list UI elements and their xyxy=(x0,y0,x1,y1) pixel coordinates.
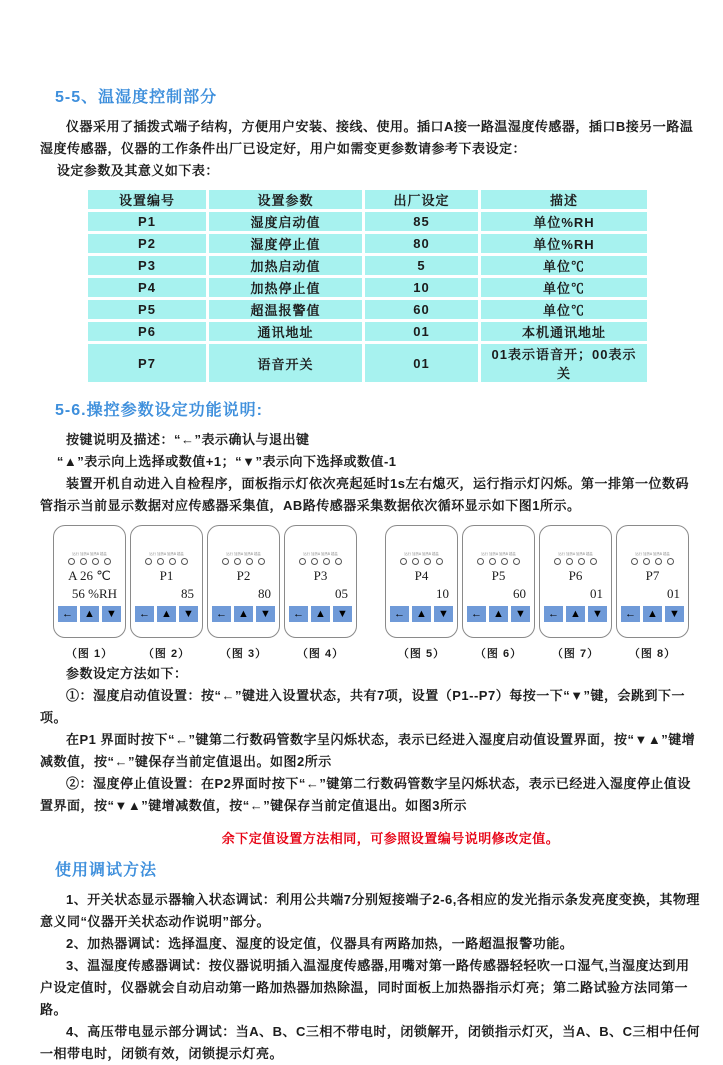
up-arrow-button: ▲ xyxy=(157,606,176,622)
method-step-2: ②：湿度停止值设置：在P2界面时按下“←”键第二行数码管数字呈闪烁状态，表示已经进入湿度停止值设置界面，按“▼▲”键增减数值，按“←”键保存当前定值退出。如图3所示 xyxy=(40,776,691,813)
indicator-labels: 运行 加热A 加热B 超温 xyxy=(303,551,338,556)
device-panel xyxy=(130,525,203,638)
display-line1: P6 xyxy=(568,568,583,583)
up-arrow-button: ▲ xyxy=(80,606,99,622)
cell-factory: 85 xyxy=(365,212,478,231)
led-icon xyxy=(68,558,75,565)
cell-desc: 单位℃ xyxy=(481,300,647,319)
down-arrow-button: ▼ xyxy=(434,606,453,622)
button-row xyxy=(386,606,457,622)
cell-number: P2 xyxy=(88,234,206,253)
up-arrow-button: ▲ xyxy=(412,606,431,622)
table-row xyxy=(88,278,647,297)
down-arrow-button: ▼ xyxy=(665,606,684,622)
button-row xyxy=(208,606,279,622)
cell-desc: 单位%RH xyxy=(481,212,647,231)
panel-figure-7 xyxy=(539,525,612,661)
table-row xyxy=(88,212,647,231)
indicator-leds xyxy=(54,558,125,565)
button-row xyxy=(540,606,611,622)
back-arrow-button: ← xyxy=(544,606,563,622)
table-row xyxy=(88,322,647,341)
up-arrow-button: ▲ xyxy=(234,606,253,622)
led-icon xyxy=(323,558,330,565)
cell-param: 语音开关 xyxy=(209,344,362,382)
led-icon xyxy=(104,558,111,565)
indicator-labels: 运行 加热A 加热B 超温 xyxy=(404,551,439,556)
cell-desc: 单位%RH xyxy=(481,234,647,253)
led-icon xyxy=(169,558,176,565)
led-icon xyxy=(513,558,520,565)
device-panel xyxy=(385,525,458,638)
cell-factory: 01 xyxy=(365,344,478,382)
display-line2: 01 xyxy=(667,586,680,601)
debug-item-2: 2、加热器调试：选择温度、湿度的设定值，仪器具有两路加热，一路超温报警功能。 xyxy=(66,936,574,951)
led-icon xyxy=(234,558,241,565)
down-arrow-button: ▼ xyxy=(333,606,352,622)
table-row xyxy=(88,344,647,382)
button-row xyxy=(54,606,125,622)
led-icon xyxy=(554,558,561,565)
usage-debug-heading: 使用调试方法 xyxy=(55,862,158,879)
cell-number: P1 xyxy=(88,212,206,231)
back-arrow-button: ← xyxy=(621,606,640,622)
up-arrow-button: ▲ xyxy=(311,606,330,622)
led-icon xyxy=(501,558,508,565)
key-description-line: “▲”表示向上选择或数值+1；“▼”表示向下选择或数值-1 xyxy=(56,454,397,469)
led-icon xyxy=(311,558,318,565)
method-step-1: ①：湿度启动值设置：按“←”键进入设置状态，共有7项，设置（P1--P7）每按一下“▼”键，会跳到下一项。 xyxy=(40,688,686,725)
display-line1: P7 xyxy=(645,568,660,583)
device-panel xyxy=(539,525,612,638)
figure-caption: （图 5） xyxy=(397,648,446,660)
panel-figure-3 xyxy=(207,525,280,661)
display-line1: P4 xyxy=(414,568,429,583)
down-arrow-button: ▼ xyxy=(588,606,607,622)
indicator-labels: 运行 加热A 加热B 超温 xyxy=(72,551,107,556)
cell-desc: 单位℃ xyxy=(481,278,647,297)
button-row xyxy=(131,606,202,622)
display-line1: A 26 ℃ xyxy=(68,568,111,583)
back-arrow-button: ← xyxy=(467,606,486,622)
button-row xyxy=(617,606,688,622)
up-arrow-button: ▲ xyxy=(566,606,585,622)
figure-caption: （图 4） xyxy=(296,648,345,660)
header-setting-param: 设置参数 xyxy=(209,190,362,209)
table-row xyxy=(88,300,647,319)
back-arrow-button: ← xyxy=(289,606,308,622)
button-row xyxy=(285,606,356,622)
led-icon xyxy=(424,558,431,565)
cell-number: P7 xyxy=(88,344,206,382)
figure-caption: （图 3） xyxy=(219,648,268,660)
display-line2: 60 xyxy=(513,586,526,601)
indicator-leds xyxy=(285,558,356,565)
header-factory-setting: 出厂设定 xyxy=(365,190,478,209)
led-icon xyxy=(157,558,164,565)
cell-factory: 80 xyxy=(365,234,478,253)
indicator-labels: 运行 加热A 加热B 超温 xyxy=(481,551,516,556)
panel-figure-5 xyxy=(385,525,458,661)
display-line1: P2 xyxy=(236,568,251,583)
indicator-leds xyxy=(540,558,611,565)
panel-figure-4 xyxy=(284,525,357,661)
table-intro-line: 设定参数及其意义如下表： xyxy=(56,163,219,178)
panel-figure-1 xyxy=(53,525,126,661)
cell-factory: 60 xyxy=(365,300,478,319)
cell-desc: 本机通讯地址 xyxy=(481,322,647,341)
display-line2: 56 %RH xyxy=(71,586,117,601)
header-description: 描述 xyxy=(481,190,647,209)
display-line2: 10 xyxy=(436,586,449,601)
led-icon xyxy=(477,558,484,565)
cell-param: 湿度启动值 xyxy=(209,212,362,231)
debug-item-3: 3、温湿度传感器调试：按仪器说明插入温湿度传感器,用嘴对第一路传感器轻轻吹一口湿气,当湿度达到用户设定值时，仪器就会自动启动第一路加热器加热除温，同时面板上加热器指示灯亮；第二路试验方法同第一路。 xyxy=(40,958,690,1017)
indicator-leds xyxy=(208,558,279,565)
cell-param: 加热启动值 xyxy=(209,256,362,275)
key-description-line: 按键说明及描述：“←”表示确认与退出键 xyxy=(66,432,310,447)
led-icon xyxy=(643,558,650,565)
back-arrow-button: ← xyxy=(135,606,154,622)
figure-caption: （图 8） xyxy=(628,648,677,660)
debug-item-4: 4、高压带电显示部分调试：当A、B、C三相不带电时，闭锁解开，闭锁指示灯灭，当A、B、C三相中任何一相带电时，闭锁有效，闭锁提示灯亮。 xyxy=(40,1024,701,1061)
indicator-leds xyxy=(131,558,202,565)
led-icon xyxy=(181,558,188,565)
device-panel xyxy=(284,525,357,638)
led-icon xyxy=(655,558,662,565)
cell-desc: 01表示语音开；00表示关 xyxy=(481,344,647,382)
back-arrow-button: ← xyxy=(390,606,409,622)
section-5-5-heading: 5-5、温湿度控制部分 xyxy=(55,89,218,106)
figure-caption: （图 2） xyxy=(142,648,191,660)
indicator-labels: 运行 加热A 加热B 超温 xyxy=(635,551,670,556)
table-row xyxy=(88,234,647,253)
methods-intro: 参数设定方法如下： xyxy=(66,666,188,681)
back-arrow-button: ← xyxy=(58,606,77,622)
header-setting-number: 设置编号 xyxy=(88,190,206,209)
cell-number: P6 xyxy=(88,322,206,341)
led-icon xyxy=(436,558,443,565)
panel-figure-2 xyxy=(130,525,203,661)
method-step-1b: 在P1 界面时按下“←”键第二行数码管数字呈闪烁状态，表示已经进入湿度启动值设置界面，按“▼▲”键增减数值，按“←”键保存当前定值退出。如图2所示 xyxy=(40,732,696,769)
indicator-leds xyxy=(463,558,534,565)
cell-param: 湿度停止值 xyxy=(209,234,362,253)
cell-number: P4 xyxy=(88,278,206,297)
device-panel xyxy=(207,525,280,638)
cell-number: P5 xyxy=(88,300,206,319)
debug-item-1: 1、开关状态显示器输入状态调试：利用公共端7分别短接端子2-6,各相应的发光指示条发亮度变换，其物理意义同“仪器开关状态动作说明”部分。 xyxy=(40,892,700,929)
table-header-row xyxy=(88,190,647,209)
figure-caption: （图 6） xyxy=(474,648,523,660)
cell-factory: 10 xyxy=(365,278,478,297)
led-icon xyxy=(667,558,674,565)
led-icon xyxy=(246,558,253,565)
indicator-leds xyxy=(386,558,457,565)
cell-number: P3 xyxy=(88,256,206,275)
button-row xyxy=(463,606,534,622)
led-icon xyxy=(400,558,407,565)
display-line2: 80 xyxy=(258,586,271,601)
display-line2: 85 xyxy=(181,586,194,601)
table-row xyxy=(88,256,647,275)
figure-caption: （图 1） xyxy=(65,648,114,660)
indicator-labels: 运行 加热A 加热B 超温 xyxy=(558,551,593,556)
panel-figure-6 xyxy=(462,525,535,661)
cell-param: 通讯地址 xyxy=(209,322,362,341)
led-icon xyxy=(222,558,229,565)
settings-table xyxy=(85,187,650,385)
back-arrow-button: ← xyxy=(212,606,231,622)
up-arrow-button: ▲ xyxy=(643,606,662,622)
led-icon xyxy=(590,558,597,565)
led-icon xyxy=(258,558,265,565)
indicator-labels: 运行 加热A 加热B 超温 xyxy=(226,551,261,556)
indicator-labels: 运行 加热A 加热B 超温 xyxy=(149,551,184,556)
led-icon xyxy=(412,558,419,565)
down-arrow-button: ▼ xyxy=(511,606,530,622)
panel-diagrams xyxy=(53,525,701,661)
section-5-6-heading: 5-6.操控参数设定功能说明: xyxy=(55,402,263,419)
led-icon xyxy=(92,558,99,565)
cell-factory: 01 xyxy=(365,322,478,341)
led-icon xyxy=(80,558,87,565)
panel-figure-8 xyxy=(616,525,689,661)
led-icon xyxy=(335,558,342,565)
device-panel xyxy=(53,525,126,638)
led-icon xyxy=(489,558,496,565)
cell-param: 超温报警值 xyxy=(209,300,362,319)
display-line1: P1 xyxy=(159,568,174,583)
cell-desc: 单位℃ xyxy=(481,256,647,275)
led-icon xyxy=(145,558,152,565)
indicator-leds xyxy=(617,558,688,565)
cell-factory: 5 xyxy=(365,256,478,275)
section-5-5-paragraph: 仪器采用了插拨式端子结构，方便用户安装、接线、使用。插口A接一路温湿度传感器，插口B接另一路温湿度传感器，仪器的工作条件出厂已设定好，用户如需变更参数请参考下表设定： xyxy=(40,119,694,156)
device-panel xyxy=(616,525,689,638)
led-icon xyxy=(299,558,306,565)
display-line1: P5 xyxy=(491,568,506,583)
cell-param: 加热停止值 xyxy=(209,278,362,297)
figure-caption: （图 7） xyxy=(551,648,600,660)
led-icon xyxy=(566,558,573,565)
led-icon xyxy=(631,558,638,565)
down-arrow-button: ▼ xyxy=(179,606,198,622)
down-arrow-button: ▼ xyxy=(102,606,121,622)
display-line1: P3 xyxy=(313,568,328,583)
startup-paragraph: 装置开机自动进入自检程序，面板指示灯依次亮起延时1s左右熄灭，运行指示灯闪烁。第一排第一位数码管指示当前显示数据对应传感器采集值，AB路传感器采集数据依次循环显示如下图1所示。 xyxy=(40,476,689,513)
display-line2: 01 xyxy=(590,586,603,601)
up-arrow-button: ▲ xyxy=(489,606,508,622)
display-line2: 05 xyxy=(335,586,348,601)
down-arrow-button: ▼ xyxy=(256,606,275,622)
device-panel xyxy=(462,525,535,638)
red-note: 余下定值设置方法相同，可参照设置编号说明修改定值。 xyxy=(221,831,560,846)
led-icon xyxy=(578,558,585,565)
